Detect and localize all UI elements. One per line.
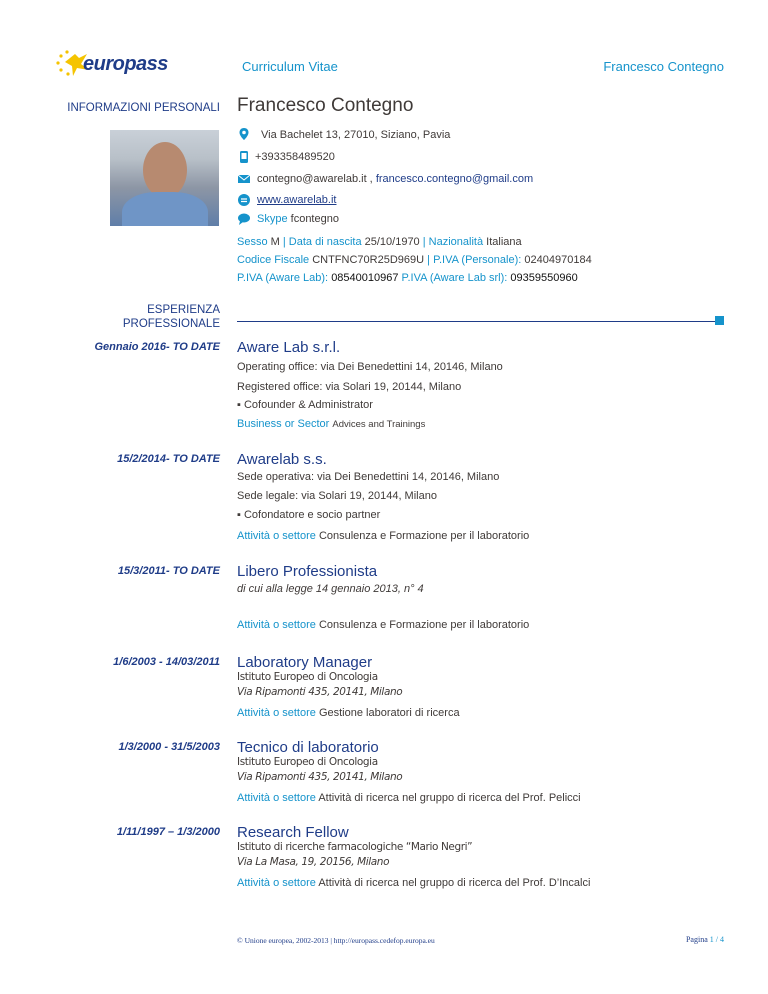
entry-line: Via Ripamonti 435, 20141, Milano (237, 771, 403, 783)
nationality-value: Italiana (486, 236, 522, 248)
sector-value: Attività di ricerca nel gruppo di ricerca del Prof. D’Incalci (318, 877, 591, 889)
sector-value: Advices and Trainings (332, 419, 426, 430)
entry-sector (237, 619, 529, 631)
entry-line: Sede operativa: via Dei Benedettini 14, 20146, Milano (237, 471, 500, 483)
vat-row (237, 272, 578, 284)
piva-awarelab-srl-value: 09359550960 (510, 272, 578, 284)
skype-row (257, 213, 339, 225)
experience-label-line1: ESPERIENZA (147, 304, 220, 316)
entry-title: Research Fellow (237, 824, 349, 841)
sector-value: Consulenza e Formazione per il laboratorio (318, 619, 530, 631)
piva-personal-value: 02404970184 (524, 254, 592, 266)
skype-value: fcontegno (290, 213, 339, 225)
entry-sector (237, 707, 460, 719)
full-name: Francesco Contegno (237, 95, 414, 116)
piva-awarelab-label: P.IVA (Aware Lab): (237, 272, 329, 284)
entry-date: 15/3/2011- TO DATE (117, 565, 220, 577)
entry-line: Istituto Europeo di Oncologia (237, 756, 378, 768)
separator: | (427, 254, 430, 266)
header-name: Francesco Contegno (603, 59, 724, 74)
piva-awarelab-value: 08540010967 (331, 272, 399, 284)
piva-personal-label: P.IVA (Personale): (433, 254, 522, 266)
doc-title: Curriculum Vitae (242, 59, 338, 74)
sex-label: Sesso (237, 236, 268, 248)
tax-row (237, 254, 592, 266)
entry-title: Aware Lab s.r.l. (237, 339, 341, 356)
footer-page (686, 935, 724, 944)
separator: | (282, 236, 286, 248)
entry-sector (237, 877, 590, 889)
sector-label: Attività o settore (237, 619, 316, 631)
entry-date: 1/11/1997 – 1/3/2000 (116, 826, 220, 838)
email-icon (237, 172, 251, 186)
logo-text: europass (83, 53, 168, 75)
skype-chat-icon (237, 212, 251, 226)
entry-title: Tecnico di laboratorio (237, 739, 379, 756)
location-pin-icon (237, 127, 251, 141)
profile-photo (110, 130, 219, 226)
entry-bullet: ▪ Cofondatore e socio partner (237, 509, 381, 521)
entry-line: di cui alla legge 14 gennaio 2013, n° 4 (237, 583, 424, 595)
sector-label: Business or Sector (237, 418, 330, 430)
sex-value: M (270, 236, 280, 248)
footer-copyright: © Unione europea, 2002-2013 | http://europass.cedefop.europa.eu (237, 936, 435, 945)
website-icon (237, 193, 251, 207)
entry-title: Libero Professionista (237, 563, 378, 580)
entry-title: Laboratory Manager (237, 654, 373, 671)
piva-awarelab-srl-label: P.IVA (Aware Lab srl): (401, 272, 508, 284)
entry-line: Registered office: via Solari 19, 20144, Milano (237, 381, 462, 393)
entry-sector (237, 792, 581, 804)
sector-label: Attività o settore (237, 877, 316, 889)
experience-label-line2: PROFESSIONALE (122, 318, 220, 330)
email-primary[interactable]: contegno@awarelab.it , (257, 173, 373, 185)
entry-line: Istituto di ricerche farmacologiche “Mario Negri” (237, 841, 473, 853)
website-link[interactable]: www.awarelab.it (257, 194, 337, 206)
experience-label (40, 303, 220, 331)
section-divider-marker (715, 316, 724, 325)
birth-value: 25/10/1970 (364, 236, 420, 248)
cf-label: Codice Fiscale (237, 254, 310, 266)
phone-icon (237, 150, 251, 164)
entry-title: Awarelab s.s. (237, 451, 327, 468)
cf-value: CNTFNC70R25D969U (312, 254, 425, 266)
entry-date: 15/2/2014- TO DATE (117, 453, 220, 465)
sector-label: Attività o settore (237, 792, 316, 804)
entry-line: Sede legale: via Solari 19, 20144, Milano (237, 490, 437, 502)
entry-bullet: ▪ Cofounder & Administrator (237, 399, 373, 411)
personal-details-row (237, 236, 522, 248)
sector-value: Gestione laboratori di ricerca (318, 707, 460, 719)
email-row (257, 173, 533, 185)
sector-value: Consulenza e Formazione per il laboratorio (318, 530, 530, 542)
europass-logo (55, 48, 168, 80)
sector-label: Attività o settore (237, 530, 316, 542)
entry-date: 1/6/2003 - 14/03/2011 (113, 656, 220, 668)
skype-label: Skype (257, 213, 288, 225)
phone: +393358489520 (255, 151, 335, 163)
entry-sector (237, 418, 425, 430)
nationality-label: Nazionalità (428, 236, 484, 248)
sector-label: Attività o settore (237, 707, 316, 719)
birth-label: Data di nascita (288, 236, 362, 248)
personal-info-label: INFORMAZIONI PERSONALI (67, 102, 220, 114)
entry-date: 1/3/2000 - 31/5/2003 (118, 741, 220, 753)
section-divider (237, 321, 715, 322)
address: Via Bachelet 13, 27010, Siziano, Pavia (261, 129, 451, 141)
entry-line: Istituto Europeo di Oncologia (237, 671, 378, 683)
entry-line: Via La Masa, 19, 20156, Milano (237, 856, 390, 868)
entry-sector (237, 530, 529, 542)
entry-date: Gennaio 2016- TO DATE (94, 341, 220, 353)
page-number: 1 / 4 (709, 935, 724, 944)
email-secondary-link[interactable]: francesco.contegno@gmail.com (375, 173, 534, 185)
entry-line: Operating office: via Dei Benedettini 14, 20146, Milano (237, 361, 503, 373)
page-label: Pagina (685, 935, 708, 944)
sector-value: Attività di ricerca nel gruppo di ricerca del Prof. Pelicci (318, 792, 581, 804)
separator: | (422, 236, 426, 248)
entry-line: Via Ripamonti 435, 20141, Milano (237, 686, 403, 698)
